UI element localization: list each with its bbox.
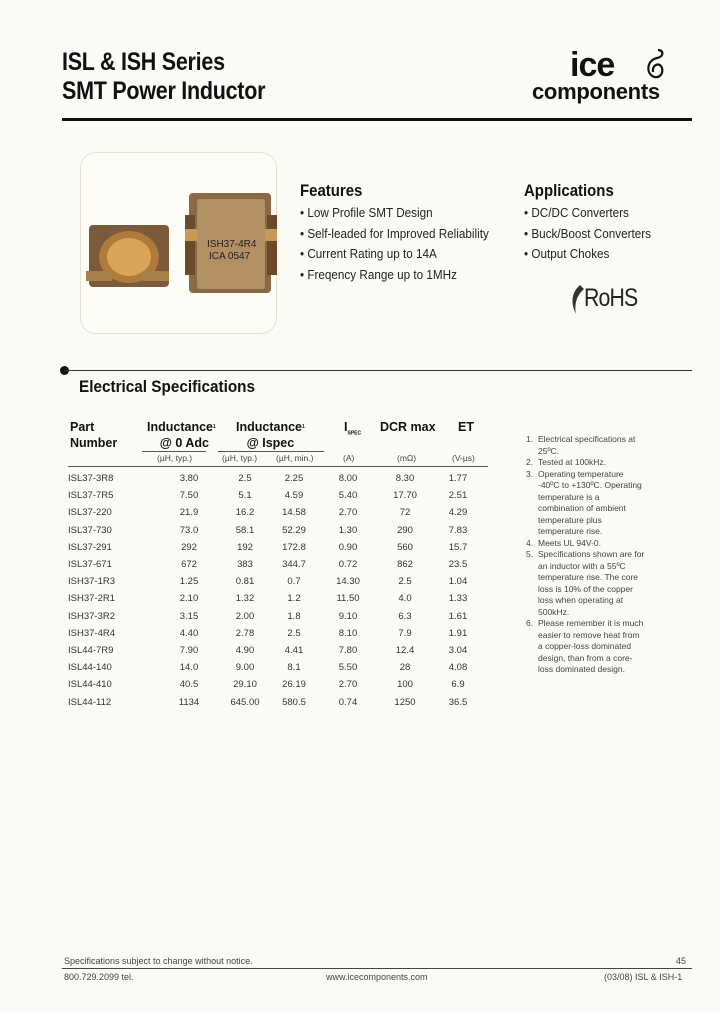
section-rule [64, 370, 692, 371]
table-cell: 7.50 [179, 490, 199, 502]
table-row [68, 504, 482, 521]
table-cell: 8.00 [338, 473, 358, 485]
table-cell: 3.80 [179, 473, 199, 485]
table-cell: 1.25 [179, 576, 199, 588]
table-cell: 560 [397, 541, 413, 553]
table-cell: 0.90 [338, 541, 358, 553]
footer-rule [62, 968, 692, 969]
note-item: 4. Meets UL 94V-0. [526, 537, 601, 548]
table-cell: ISL44-112 [68, 696, 112, 708]
features-item: • Self-leaded for Improved Reliability [300, 224, 489, 245]
table-cell: ISL44-7R9 [68, 644, 114, 656]
note-item: 5. Specifications shown are for an inductor with a 55ºC temperature rise. The core loss is 10% of the copper loss when operating at 500kHz. [526, 549, 645, 617]
col-header-part: Part Number [70, 420, 118, 450]
note-item: 6. Please remember it is much easier to remove heat from a copper-loss dominated design, than from a core-loss dominated design. [526, 618, 644, 674]
table-cell: 3.04 [448, 644, 468, 656]
table-cell: 1.2 [287, 593, 301, 605]
table-cell: 14.0 [179, 662, 199, 674]
logo-word-ice: ice [570, 46, 615, 84]
table-cell: ISL37-671 [68, 559, 112, 571]
table-cell: 2.00 [235, 610, 255, 622]
table-cell: 7.90 [179, 644, 199, 656]
table-row [68, 659, 482, 676]
table-cell: 580.5 [282, 696, 306, 708]
table-cell: 2.5 [398, 576, 412, 588]
features-item: • Freqency Range up to 1MHz [300, 265, 489, 286]
table-row [68, 539, 482, 556]
table-cell: 1.77 [448, 473, 468, 485]
units-et: (V-µs) [452, 453, 475, 463]
table-cell: 2.5 [287, 627, 301, 639]
header-underline [142, 451, 206, 452]
note-item: 1. Electrical specifications at 25ºC. [526, 434, 636, 456]
table-cell: 1.30 [338, 524, 358, 536]
table-cell: ISH37-2R1 [68, 593, 115, 605]
table-cell: 0.74 [338, 696, 358, 708]
inductor-illustration [81, 153, 278, 335]
table-cell: 4.0 [398, 593, 412, 605]
table-cell: 1134 [178, 696, 200, 708]
table-cell: ISL37-291 [68, 541, 112, 553]
units-indsp-min: (µH, min.) [276, 453, 314, 463]
logo-word-components: components [532, 79, 660, 104]
table-row [68, 522, 482, 539]
table-cell: 15.7 [448, 541, 468, 553]
table-cell: 1.91 [448, 627, 468, 639]
table-cell: 8.1 [287, 662, 301, 674]
table-cell: 12.4 [395, 644, 415, 656]
table-cell: 8.10 [338, 627, 358, 639]
table-row [68, 590, 482, 607]
table-cell: 0.81 [235, 576, 255, 588]
notes-list [526, 434, 646, 676]
applications-heading: Applications [524, 181, 614, 200]
table-cell: 21.9 [179, 507, 199, 519]
table-row [68, 556, 482, 573]
spec-table [68, 470, 482, 711]
table-cell: 17.70 [393, 490, 417, 502]
table-cell: ISL44-140 [68, 662, 112, 674]
applications-list [524, 203, 651, 265]
table-row [68, 608, 482, 625]
col-header-inductance-0adc: Inductance$^1$ @ 0 Adc [147, 420, 216, 450]
table-cell: 29.10 [233, 679, 257, 691]
company-logo [532, 46, 692, 106]
table-cell: 4.29 [448, 507, 468, 519]
table-rule [68, 466, 488, 467]
table-cell: 1.33 [448, 593, 468, 605]
table-cell: 2.70 [338, 679, 358, 691]
table-cell: 5.40 [338, 490, 358, 502]
table-cell: 2.25 [284, 473, 304, 485]
applications-item: • Output Chokes [524, 244, 651, 265]
table-cell: 2.5 [238, 473, 252, 485]
table-row [68, 573, 482, 590]
footer-website[interactable]: www.icecomponents.com [326, 972, 428, 982]
table-cell: 72 [399, 507, 411, 519]
table-cell: 4.40 [179, 627, 199, 639]
table-cell: 73.0 [179, 524, 199, 536]
table-cell: 172.8 [282, 541, 306, 553]
table-cell: ISH37-3R2 [68, 610, 115, 622]
photo-marking-line2: ICA 0547 [209, 251, 251, 262]
table-cell: 290 [397, 524, 413, 536]
table-cell: 11.50 [336, 593, 360, 605]
title-series: ISL & ISH Series [62, 48, 225, 76]
table-cell: 2.78 [235, 627, 255, 639]
table-cell: 8.30 [395, 473, 415, 485]
table-cell: 4.08 [448, 662, 468, 674]
photo-marking-line1: ISH37-4R4 [207, 239, 257, 250]
table-cell: 192 [237, 541, 253, 553]
product-photo [80, 152, 277, 334]
table-cell: 6.3 [398, 610, 412, 622]
table-cell: ISL37-220 [68, 507, 112, 519]
units-ispec: (A) [343, 453, 355, 463]
table-cell: 9.00 [235, 662, 255, 674]
table-cell: 4.90 [235, 644, 255, 656]
features-item: • Low Profile SMT Design [300, 203, 489, 224]
units-dcr: (mΩ) [397, 453, 417, 463]
table-cell: 4.41 [284, 644, 304, 656]
table-cell: 1.61 [448, 610, 468, 622]
footer-page-number: 45 [676, 956, 687, 966]
table-cell: 1.32 [235, 593, 255, 605]
table-cell: 5.1 [238, 490, 252, 502]
col-header-ispec: $I_{SPEC}$ [344, 420, 362, 437]
table-cell: 14.58 [282, 507, 306, 519]
table-cell: 58.1 [235, 524, 255, 536]
table-cell: ISH37-1R3 [68, 576, 115, 588]
electrical-heading: Electrical Specifications [79, 377, 256, 396]
applications-item: • DC/DC Converters [524, 203, 651, 224]
table-cell: 1.8 [287, 610, 301, 622]
table-cell: 2.70 [338, 507, 358, 519]
table-cell: 0.72 [338, 559, 358, 571]
col-header-et: ET [458, 420, 474, 434]
table-cell: 23.5 [448, 559, 468, 571]
footer-disclaimer: Specifications subject to change without notice. [64, 956, 253, 966]
table-cell: 292 [181, 541, 197, 553]
table-cell: 7.83 [448, 524, 468, 536]
table-cell: 16.2 [235, 507, 255, 519]
table-cell: ISL37-3R8 [68, 473, 114, 485]
table-cell: 0.7 [287, 576, 301, 588]
table-cell: 7.9 [398, 627, 412, 639]
units-ind0: (µH, typ.) [157, 453, 193, 463]
units-indsp-typ: (µH, typ.) [222, 453, 258, 463]
table-cell: 100 [397, 679, 413, 691]
table-cell: 672 [181, 559, 197, 571]
table-cell: 9.10 [338, 610, 358, 622]
table-cell: 5.50 [338, 662, 358, 674]
footer-doc-code: (03/08) ISL & ISH-1 [604, 972, 683, 982]
table-cell: 40.5 [179, 679, 199, 691]
note-item: 2. Tested at 100kHz. [526, 457, 607, 467]
table-cell: ISL37-7R5 [68, 490, 114, 502]
table-cell: 52.29 [282, 524, 306, 536]
table-cell: 7.80 [338, 644, 358, 656]
table-cell: 6.9 [451, 679, 465, 691]
col-header-inductance-ispec: Inductance$^1$ @ Ispec [236, 420, 305, 450]
header-rule [62, 118, 692, 121]
table-cell: 2.10 [179, 593, 199, 605]
table-cell: 344.7 [282, 559, 306, 571]
table-row [68, 642, 482, 659]
table-row [68, 625, 482, 642]
applications-item: • Buck/Boost Converters [524, 224, 651, 245]
table-cell: ISH37-4R4 [68, 627, 115, 639]
note-item: 3. Operating temperature -40ºC to +130ºC. Operating temperature is a combination of ambient temperature plus temperature rise. [526, 468, 642, 536]
table-cell: 1.04 [448, 576, 468, 588]
col-header-dcr: DCR max [380, 420, 436, 434]
table-cell: 4.59 [284, 490, 304, 502]
table-row [68, 676, 482, 693]
table-cell: 645.00 [230, 696, 260, 708]
table-cell: ISL44-410 [68, 679, 112, 691]
table-cell: 28 [399, 662, 411, 674]
table-cell: ISL37-730 [68, 524, 112, 536]
table-cell: 14.30 [336, 576, 360, 588]
table-cell: 26.19 [282, 679, 306, 691]
table-cell: 2.51 [448, 490, 468, 502]
rohs-badge [566, 284, 656, 316]
table-cell: 1250 [394, 696, 416, 708]
features-item: • Current Rating up to 14A [300, 244, 489, 265]
header-underline [218, 451, 324, 452]
table-row [68, 470, 482, 487]
table-cell: 383 [237, 559, 253, 571]
table-cell: 36.5 [448, 696, 468, 708]
page-title [62, 48, 265, 106]
table-row [68, 693, 482, 710]
table-cell: 862 [397, 559, 413, 571]
rohs-label: RoHS [584, 284, 638, 312]
features-heading: Features [300, 181, 363, 200]
title-product: SMT Power Inductor [62, 77, 266, 105]
footer-phone: 800.729.2099 tel. [64, 972, 134, 982]
features-list [300, 203, 489, 285]
table-cell: 3.15 [179, 610, 199, 622]
table-row [68, 487, 482, 504]
